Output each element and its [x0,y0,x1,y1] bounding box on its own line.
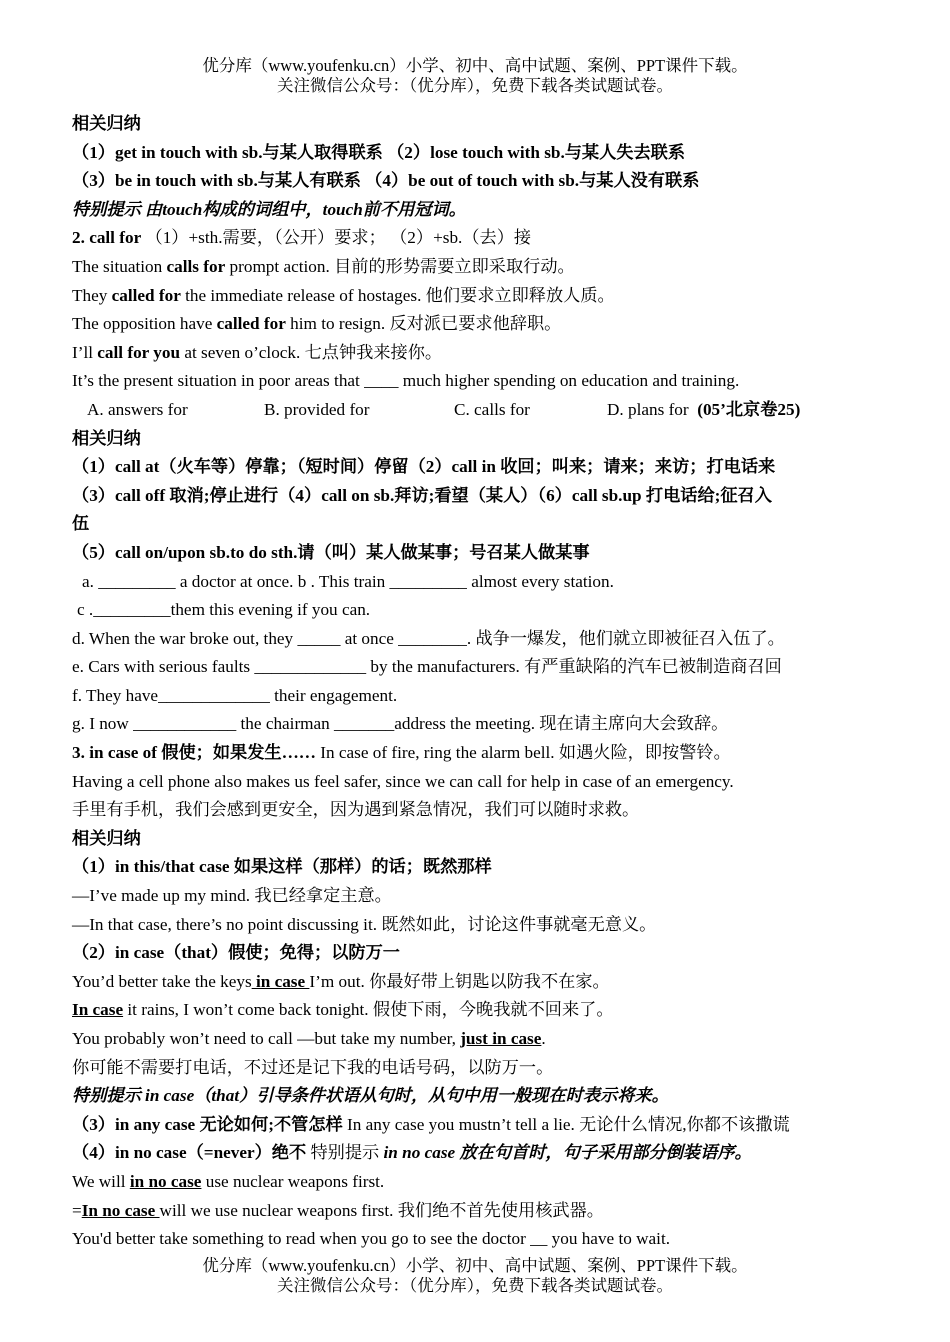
summary-line: （4）in no case（=never）绝不 特别提示 in no case 放在句首时，句子采用部分倒装语序。 [72,1143,752,1163]
summary-line: （1）in this/that case 如果这样（那样）的话；既然那样 [72,857,492,877]
example-sentence: =In no case will we use nuclear weapons first. 我们绝不首先使用核武器。 [72,1200,604,1220]
example-sentence: We will in no case use nuclear weapons first. [72,1171,385,1191]
exercise-line: c ._________them this evening if you can. [77,600,371,620]
summary-line: （3）call off 取消;停止进行（4）call on sb.拜访;看望（某人）（6）call sb.up 打电话给;征召入 [72,485,772,505]
exercise-line: e. Cars with serious faults _____________ by the manufacturers. 有严重缺陷的汽车已被制造商召回 [72,657,782,677]
exercise-line: g. I now ____________ the chairman _______address the meeting. 现在请主席向大会致辞。 [72,714,729,734]
summary-line: （5）call on/upon sb.to do sth.请（叫）某人做某事；号召某人做某事 [72,542,590,562]
exercise-line: You'd better take something to read when you go to see the doctor __ you have to wait. [72,1229,671,1249]
option-d: D. plans for [607,399,689,419]
example-sentence: I’ll call for you at seven o’clock. 七点钟我来接你。 [72,342,443,362]
page-header [0,56,950,96]
header-line-2: 关注微信公众号：（优分库），免费下载各类试题试卷。 [277,76,673,95]
section-heading: 相关归纳 [72,428,141,448]
header-line-1: 优分库（www.youfenku.cn）小学、初中、高中试题、案例、PPT课件下载。 [202,56,748,75]
item-title: 2. call for （1）+sth.需要，（公开）要求； （2）+sb.（去）接 [72,228,532,248]
summary-line: （3）be in touch with sb.与某人有联系 （4）be out of touch with sb.与某人没有联系 [72,171,700,191]
example-sentence: The situation calls for prompt action. 目前的形势需要立即采取行动。 [72,256,575,276]
footer-line-2: 关注微信公众号：（优分库），免费下载各类试题试卷。 [277,1276,673,1295]
special-note: 特别提示 in case（that）引导条件状语从句时，从句中用一般现在时表示将来。 [72,1086,669,1106]
exercise-line: a. _________ a doctor at once. b . This train _________ almost every station. [82,571,614,591]
example-sentence: You probably won’t need to call —but take my number, just in case. [72,1029,546,1048]
option-a: A. answers for [87,399,188,419]
example-sentence: In case it rains, I won’t come back tonight. 假使下雨，今晚我就不回来了。 [72,1000,614,1020]
summary-line: （3）in any case 无论如何;不管怎样 In any case you mustn’t tell a lie. 无论什么情况,你都不该撒谎 [72,1114,790,1134]
question-source: (05’北京卷25) [697,399,801,419]
exercise-line: f. They have_____________ their engagement. [72,685,398,705]
section-heading: 相关归纳 [72,114,141,133]
example-sentence: They called for the immediate release of hostages. 他们要求立即释放人质。 [72,285,615,305]
summary-line: （1）get in touch with sb.与某人取得联系 （2）lose touch with sb.与某人失去联系 [72,142,686,162]
summary-line: （2）in case（that）假使；免得；以防万一 [72,943,400,963]
summary-line-wrap: 伍 [72,514,90,534]
example-sentence: Having a cell phone also makes us feel safer, since we can call for help in case of an emergency. [72,771,734,791]
dialogue-line: —In that case, there’s no point discussing it. 既然如此，讨论这件事就毫无意义。 [72,914,657,934]
summary-line: （1）call at（火车等）停靠；（短时间）停留（2）call in 收回；叫来；请来；来访；打电话来 [72,457,776,477]
example-translation: 手里有手机，我们会感到更安全，因为遇到紧急情况，我们可以随时求救。 [72,800,640,820]
footer-line-1: 优分库（www.youfenku.cn）小学、初中、高中试题、案例、PPT课件下载。 [202,1256,748,1275]
option-b: B. provided for [264,399,370,419]
example-translation: 你可能不需要打电话，不过还是记下我的电话号码，以防万一。 [72,1057,554,1077]
option-c: C. calls for [454,399,530,419]
dialogue-line: —I’ve made up my mind. 我已经拿定主意。 [72,886,392,906]
example-sentence: The opposition have called for him to resign. 反对派已要求他辞职。 [72,314,562,334]
exercise-line: d. When the war broke out, they _____ at once ________. 战争一爆发，他们就立即被征召入伍了。 [72,628,785,648]
item-title: 3. in case of 假使；如果发生…… In case of fire, ring the alarm bell. 如遇火险，即按警铃。 [72,743,731,763]
answer-options [72,396,892,425]
section-heading: 相关归纳 [72,828,141,848]
page-footer [0,1256,950,1296]
exam-question: It’s the present situation in poor areas that ____ much higher spending on education and training. [72,371,740,391]
example-sentence: You’d better take the keys in case I’m out. 你最好带上钥匙以防我不在家。 [72,971,610,991]
special-note: 特别提示 由touch构成的词组中，touch前不用冠词。 [72,199,466,219]
document-body [72,110,892,1254]
